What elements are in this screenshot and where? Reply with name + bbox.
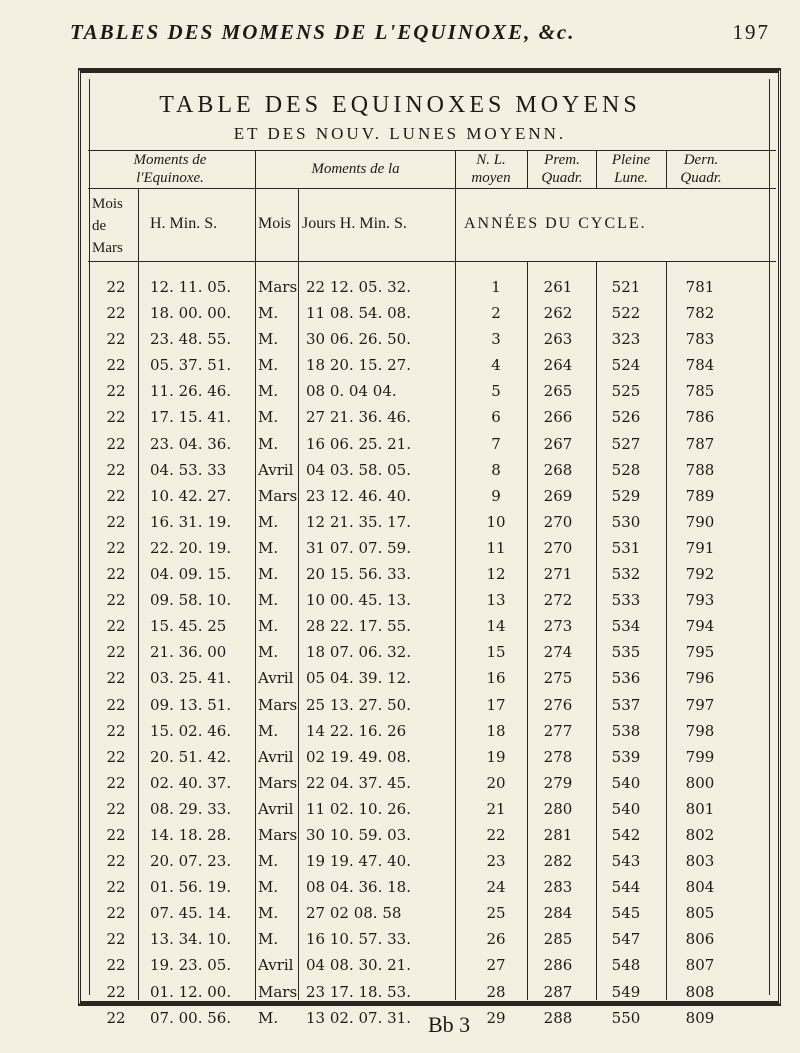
cell-last-quarter: 783 bbox=[685, 330, 715, 349]
cell-month: M. bbox=[258, 538, 279, 557]
cell-month: Avril bbox=[258, 956, 294, 975]
cell-full-moon: 528 bbox=[611, 460, 641, 479]
cell-equinox-time: 20. 51. 42. bbox=[150, 747, 232, 766]
cell-month: Mars bbox=[258, 695, 298, 714]
cell-day: 22 bbox=[106, 721, 126, 740]
header-new-moon: N. L. moyen bbox=[471, 152, 511, 186]
cell-full-moon: 542 bbox=[611, 825, 641, 844]
cell-last-quarter: 808 bbox=[685, 982, 715, 1001]
cell-cycle-year: 8 bbox=[491, 460, 501, 479]
cell-conjunction: 14 22. 16. 26 bbox=[306, 721, 407, 740]
cell-full-moon: 537 bbox=[611, 695, 641, 714]
cell-cycle-year: 14 bbox=[486, 617, 506, 636]
cell-equinox-time: 23. 48. 55. bbox=[150, 330, 232, 349]
cell-day: 22 bbox=[106, 278, 126, 296]
cell-month: M. bbox=[258, 591, 279, 610]
table-row bbox=[0, 328, 800, 354]
cell-day: 22 bbox=[106, 852, 126, 871]
cell-conjunction: 18 20. 15. 27. bbox=[306, 356, 411, 375]
cell-conjunction: 22 12. 05. 32. bbox=[306, 278, 411, 296]
cell-last-quarter: 789 bbox=[685, 486, 715, 505]
cell-day: 22 bbox=[106, 382, 126, 401]
cell-last-quarter: 796 bbox=[685, 669, 715, 688]
cell-last-quarter: 785 bbox=[685, 382, 715, 401]
cell-conjunction: 28 22. 17. 55. bbox=[306, 617, 411, 636]
cell-first-quarter: 280 bbox=[543, 799, 573, 818]
cell-full-moon: 522 bbox=[611, 304, 641, 323]
cell-first-quarter: 288 bbox=[543, 1008, 573, 1027]
cell-day: 22 bbox=[106, 565, 126, 584]
cell-conjunction: 18 07. 06. 32. bbox=[306, 643, 411, 662]
cell-day: 22 bbox=[106, 825, 126, 844]
table-row bbox=[0, 954, 800, 980]
cell-equinox-time: 09. 58. 10. bbox=[150, 591, 232, 610]
table-row bbox=[0, 824, 800, 850]
cell-month: M. bbox=[258, 304, 279, 323]
cell-last-quarter: 804 bbox=[685, 878, 715, 897]
cell-cycle-year: 24 bbox=[486, 878, 506, 897]
signature-mark: Bb 3 bbox=[428, 1012, 471, 1037]
cell-month: Avril bbox=[258, 460, 294, 479]
cell-month: M. bbox=[258, 434, 279, 453]
cell-equinox-time: 08. 29. 33. bbox=[150, 799, 232, 818]
cell-last-quarter: 795 bbox=[685, 643, 715, 662]
header-last-quarter: Dern. Quadr. bbox=[680, 152, 722, 186]
cell-cycle-year: 16 bbox=[486, 669, 506, 688]
cell-full-moon: 535 bbox=[611, 643, 641, 662]
cell-first-quarter: 263 bbox=[543, 330, 573, 349]
cell-full-moon: 529 bbox=[611, 486, 641, 505]
cell-conjunction: 31 07. 07. 59. bbox=[306, 538, 411, 557]
cell-day: 22 bbox=[106, 773, 126, 792]
cell-first-quarter: 282 bbox=[543, 852, 573, 871]
cell-month: M. bbox=[258, 852, 279, 871]
cell-last-quarter: 800 bbox=[685, 773, 715, 792]
cell-conjunction: 25 13. 27. 50. bbox=[306, 695, 411, 714]
table-row bbox=[0, 981, 800, 1007]
running-head bbox=[70, 14, 770, 54]
cell-cycle-year: 26 bbox=[486, 930, 506, 949]
cell-first-quarter: 262 bbox=[543, 304, 573, 323]
cell-first-quarter: 267 bbox=[543, 434, 573, 453]
table-row bbox=[0, 354, 800, 380]
cell-cycle-year: 11 bbox=[486, 538, 506, 557]
cell-first-quarter: 277 bbox=[543, 721, 573, 740]
cell-cycle-year: 25 bbox=[486, 904, 506, 923]
table-row bbox=[0, 302, 800, 328]
col-rule-pq-top bbox=[596, 150, 597, 188]
cell-conjunction: 23 17. 18. 53. bbox=[306, 982, 411, 1001]
cell-cycle-year: 18 bbox=[486, 721, 506, 740]
cell-equinox-time: 22. 20. 19. bbox=[150, 538, 232, 557]
cell-day: 22 bbox=[106, 460, 126, 479]
cell-cycle-year: 10 bbox=[486, 512, 506, 531]
cell-equinox-time: 07. 45. 14. bbox=[150, 904, 232, 923]
cell-cycle-year: 28 bbox=[486, 982, 506, 1001]
cell-full-moon: 540 bbox=[611, 799, 641, 818]
cell-full-moon: 524 bbox=[611, 356, 641, 375]
page-number: 197 bbox=[732, 20, 770, 44]
cell-cycle-year: 12 bbox=[486, 565, 506, 584]
table-row bbox=[0, 876, 800, 902]
cell-month: M. bbox=[258, 617, 279, 636]
cell-last-quarter: 791 bbox=[685, 538, 715, 557]
cell-cycle-year: 20 bbox=[486, 773, 506, 792]
cell-equinox-time: 21. 36. 00 bbox=[150, 643, 227, 662]
cell-full-moon: 545 bbox=[611, 904, 641, 923]
cell-day: 22 bbox=[106, 591, 126, 610]
cell-day: 22 bbox=[106, 617, 126, 636]
cell-first-quarter: 271 bbox=[543, 565, 573, 584]
table-row bbox=[0, 563, 800, 589]
cell-day: 22 bbox=[106, 747, 126, 766]
cell-day: 22 bbox=[106, 538, 126, 557]
table-row bbox=[0, 459, 800, 485]
cell-first-quarter: 274 bbox=[543, 643, 573, 662]
cell-cycle-year: 15 bbox=[486, 643, 506, 662]
cell-day: 22 bbox=[106, 304, 126, 323]
cell-month: Mars bbox=[258, 278, 298, 296]
cell-last-quarter: 788 bbox=[685, 460, 715, 479]
cell-month: Avril bbox=[258, 799, 294, 818]
cell-first-quarter: 270 bbox=[543, 512, 573, 531]
cell-day: 22 bbox=[106, 408, 126, 427]
cell-first-quarter: 278 bbox=[543, 747, 573, 766]
cell-day: 22 bbox=[106, 486, 126, 505]
header-mois: Mois bbox=[258, 215, 291, 232]
cell-conjunction: 27 02 08. 58 bbox=[306, 904, 402, 923]
cell-conjunction: 30 10. 59. 03. bbox=[306, 825, 411, 844]
table-row bbox=[0, 511, 800, 537]
cell-day: 22 bbox=[106, 330, 126, 349]
cell-day: 22 bbox=[106, 799, 126, 818]
cell-cycle-year: 6 bbox=[491, 408, 501, 427]
cell-conjunction: 23 12. 46. 40. bbox=[306, 486, 411, 505]
cell-day: 22 bbox=[106, 434, 126, 453]
header-full-moon: Pleine Lune. bbox=[611, 152, 651, 186]
cell-equinox-time: 14. 18. 28. bbox=[150, 825, 232, 844]
cell-equinox-time: 17. 15. 41. bbox=[150, 408, 232, 427]
cell-first-quarter: 261 bbox=[543, 278, 573, 296]
cell-month: M. bbox=[258, 512, 279, 531]
cell-month: M. bbox=[258, 330, 279, 349]
cell-last-quarter: 806 bbox=[685, 930, 715, 949]
cell-cycle-year: 27 bbox=[486, 956, 506, 975]
table-row bbox=[0, 928, 800, 954]
cell-last-quarter: 792 bbox=[685, 565, 715, 584]
table-row bbox=[0, 589, 800, 615]
cell-full-moon: 521 bbox=[611, 278, 641, 296]
cell-last-quarter: 781 bbox=[685, 278, 715, 296]
cell-month: Mars bbox=[258, 773, 298, 792]
table-row bbox=[0, 406, 800, 432]
cell-first-quarter: 269 bbox=[543, 486, 573, 505]
cell-first-quarter: 284 bbox=[543, 904, 573, 923]
cell-last-quarter: 801 bbox=[685, 799, 715, 818]
table-row bbox=[0, 380, 800, 406]
table-row bbox=[0, 667, 800, 693]
cell-month: M. bbox=[258, 930, 279, 949]
cell-month: Avril bbox=[258, 747, 294, 766]
cell-conjunction: 11 02. 10. 26. bbox=[306, 799, 411, 818]
cell-cycle-year: 23 bbox=[486, 852, 506, 871]
cell-month: M. bbox=[258, 878, 279, 897]
cell-equinox-time: 09. 13. 51. bbox=[150, 695, 232, 714]
cell-cycle-year: 9 bbox=[491, 486, 501, 505]
cell-first-quarter: 283 bbox=[543, 878, 573, 897]
cell-month: Mars bbox=[258, 825, 298, 844]
cell-last-quarter: 790 bbox=[685, 512, 715, 531]
cell-day: 22 bbox=[106, 982, 126, 1001]
cell-day: 22 bbox=[106, 904, 126, 923]
cell-month: M. bbox=[258, 382, 279, 401]
header-first-quarter: Prem. Quadr. bbox=[541, 152, 583, 186]
cell-cycle-year: 19 bbox=[486, 747, 506, 766]
cell-equinox-time: 05. 37. 51. bbox=[150, 356, 232, 375]
cell-month: Avril bbox=[258, 669, 294, 688]
table-row bbox=[0, 720, 800, 746]
cell-first-quarter: 265 bbox=[543, 382, 573, 401]
cell-month: M. bbox=[258, 643, 279, 662]
cell-full-moon: 323 bbox=[611, 330, 641, 349]
cell-equinox-time: 02. 40. 37. bbox=[150, 773, 232, 792]
cell-conjunction: 19 19. 47. 40. bbox=[306, 852, 411, 871]
cell-equinox-time: 13. 34. 10. bbox=[150, 930, 232, 949]
cell-conjunction: 11 08. 54. 08. bbox=[306, 304, 411, 323]
cell-equinox-time: 01. 56. 19. bbox=[150, 878, 232, 897]
cell-conjunction: 27 21. 36. 46. bbox=[306, 408, 411, 427]
cell-first-quarter: 287 bbox=[543, 982, 573, 1001]
cell-day: 22 bbox=[106, 695, 126, 714]
cell-cycle-year: 17 bbox=[486, 695, 506, 714]
cell-full-moon: 533 bbox=[611, 591, 641, 610]
cell-month: M. bbox=[258, 408, 279, 427]
cell-first-quarter: 270 bbox=[543, 538, 573, 557]
cell-equinox-time: 19. 23. 05. bbox=[150, 956, 232, 975]
cell-last-quarter: 786 bbox=[685, 408, 715, 427]
cell-full-moon: 543 bbox=[611, 852, 641, 871]
cell-equinox-time: 16. 31. 19. bbox=[150, 512, 232, 531]
cell-full-moon: 547 bbox=[611, 930, 641, 949]
table-row bbox=[0, 1007, 800, 1033]
cell-last-quarter: 794 bbox=[685, 617, 715, 636]
cell-full-moon: 548 bbox=[611, 956, 641, 975]
cell-last-quarter: 793 bbox=[685, 591, 715, 610]
cell-last-quarter: 797 bbox=[685, 695, 715, 714]
header-jours-h-min-s: Jours H. Min. S. bbox=[302, 215, 407, 232]
cell-last-quarter: 787 bbox=[685, 434, 715, 453]
cell-cycle-year: 5 bbox=[491, 382, 501, 401]
cell-full-moon: 526 bbox=[611, 408, 641, 427]
cell-equinox-time: 23. 04. 36. bbox=[150, 434, 232, 453]
cell-full-moon: 536 bbox=[611, 669, 641, 688]
cell-day: 22 bbox=[106, 930, 126, 949]
cell-month: M. bbox=[258, 356, 279, 375]
cell-full-moon: 550 bbox=[611, 1008, 641, 1027]
cell-month: Mars bbox=[258, 486, 298, 505]
cell-full-moon: 525 bbox=[611, 382, 641, 401]
cell-cycle-year: 3 bbox=[491, 330, 501, 349]
header-mid-rule bbox=[88, 188, 776, 189]
cell-equinox-time: 07. 00. 56. bbox=[150, 1008, 232, 1027]
cell-equinox-time: 03. 25. 41. bbox=[150, 669, 232, 688]
cell-first-quarter: 279 bbox=[543, 773, 573, 792]
header-conjunction-moments: Moments de la bbox=[311, 161, 400, 177]
cell-equinox-time: 15. 02. 46. bbox=[150, 721, 232, 740]
cell-conjunction: 16 10. 57. 33. bbox=[306, 930, 411, 949]
cell-first-quarter: 286 bbox=[543, 956, 573, 975]
cell-first-quarter: 268 bbox=[543, 460, 573, 479]
cell-full-moon: 531 bbox=[611, 538, 641, 557]
cell-equinox-time: 04. 09. 15. bbox=[150, 565, 232, 584]
cell-equinox-time: 18. 00. 00. bbox=[150, 304, 232, 323]
cell-full-moon: 532 bbox=[611, 565, 641, 584]
cell-day: 22 bbox=[106, 1008, 126, 1027]
cell-day: 22 bbox=[106, 643, 126, 662]
col-rule-nl bbox=[527, 150, 528, 188]
cell-conjunction: 16 06. 25. 21. bbox=[306, 434, 411, 453]
col-rule-pl-top bbox=[666, 150, 667, 188]
cell-conjunction: 02 19. 49. 08. bbox=[306, 747, 411, 766]
table-row bbox=[0, 694, 800, 720]
running-head-title: TABLES DES MOMENS DE L'EQUINOXE, &c. bbox=[70, 20, 576, 44]
table-row bbox=[0, 615, 800, 641]
table-row bbox=[0, 276, 800, 302]
table-row bbox=[0, 746, 800, 772]
table-row bbox=[0, 537, 800, 563]
cell-conjunction: 05 04. 39. 12. bbox=[306, 669, 411, 688]
cell-last-quarter: 802 bbox=[685, 825, 715, 844]
table-body bbox=[0, 276, 800, 1033]
header-mois-de-mars: Mois de Mars bbox=[92, 196, 123, 256]
cell-last-quarter: 798 bbox=[685, 721, 715, 740]
cell-conjunction: 20 15. 56. 33. bbox=[306, 565, 411, 584]
table-row bbox=[0, 772, 800, 798]
cell-month: M. bbox=[258, 565, 279, 584]
cell-conjunction: 08 04. 36. 18. bbox=[306, 878, 411, 897]
cell-day: 22 bbox=[106, 669, 126, 688]
cell-full-moon: 539 bbox=[611, 747, 641, 766]
cell-equinox-time: 11. 26. 46. bbox=[150, 382, 232, 401]
cell-last-quarter: 803 bbox=[685, 852, 715, 871]
cell-day: 22 bbox=[106, 512, 126, 531]
header-years-cycle: ANNÉES DU CYCLE. bbox=[464, 215, 647, 232]
cell-last-quarter: 782 bbox=[685, 304, 715, 323]
cell-last-quarter: 809 bbox=[685, 1008, 715, 1027]
cell-equinox-time: 12. 11. 05. bbox=[150, 278, 232, 296]
cell-cycle-year: 1 bbox=[491, 278, 501, 296]
cell-last-quarter: 805 bbox=[685, 904, 715, 923]
cell-first-quarter: 273 bbox=[543, 617, 573, 636]
cell-first-quarter: 275 bbox=[543, 669, 573, 688]
cell-equinox-time: 04. 53. 33 bbox=[150, 460, 227, 479]
cell-day: 22 bbox=[106, 356, 126, 375]
cell-full-moon: 544 bbox=[611, 878, 641, 897]
cell-conjunction: 10 00. 45. 13. bbox=[306, 591, 411, 610]
cell-first-quarter: 281 bbox=[543, 825, 573, 844]
cell-equinox-time: 20. 07. 23. bbox=[150, 852, 232, 871]
cell-equinox-time: 15. 45. 25 bbox=[150, 617, 227, 636]
cell-full-moon: 549 bbox=[611, 982, 641, 1001]
cell-last-quarter: 799 bbox=[685, 747, 715, 766]
table-title: TABLE DES EQUINOXES MOYENS bbox=[159, 92, 641, 118]
cell-conjunction: 22 04. 37. 45. bbox=[306, 773, 411, 792]
header-h-min-s: H. Min. S. bbox=[150, 215, 218, 232]
cell-full-moon: 534 bbox=[611, 617, 641, 636]
table-row bbox=[0, 902, 800, 928]
cell-first-quarter: 266 bbox=[543, 408, 573, 427]
cell-conjunction: 30 06. 26. 50. bbox=[306, 330, 411, 349]
cell-day: 22 bbox=[106, 878, 126, 897]
cell-cycle-year: 2 bbox=[491, 304, 501, 323]
cell-first-quarter: 264 bbox=[543, 356, 573, 375]
cell-last-quarter: 807 bbox=[685, 956, 715, 975]
header-bottom-rule bbox=[88, 261, 776, 262]
cell-conjunction: 04 08. 30. 21. bbox=[306, 956, 411, 975]
cell-full-moon: 530 bbox=[611, 512, 641, 531]
table-row bbox=[0, 641, 800, 667]
cell-cycle-year: 7 bbox=[491, 434, 501, 453]
table-row bbox=[0, 798, 800, 824]
cell-first-quarter: 276 bbox=[543, 695, 573, 714]
cell-equinox-time: 10. 42. 27. bbox=[150, 486, 232, 505]
cell-month: Mars bbox=[258, 982, 298, 1001]
cell-day: 22 bbox=[106, 956, 126, 975]
cell-full-moon: 527 bbox=[611, 434, 641, 453]
cell-conjunction: 12 21. 35. 17. bbox=[306, 512, 411, 531]
cell-full-moon: 540 bbox=[611, 773, 641, 792]
cell-cycle-year: 29 bbox=[486, 1008, 506, 1027]
cell-conjunction: 08 0. 04 04. bbox=[306, 382, 397, 401]
cell-last-quarter: 784 bbox=[685, 356, 715, 375]
cell-cycle-year: 13 bbox=[486, 591, 506, 610]
cell-cycle-year: 4 bbox=[491, 356, 501, 375]
cell-equinox-time: 01. 12. 00. bbox=[150, 982, 232, 1001]
table-row bbox=[0, 485, 800, 511]
cell-month: M. bbox=[258, 904, 279, 923]
cell-first-quarter: 285 bbox=[543, 930, 573, 949]
cell-full-moon: 538 bbox=[611, 721, 641, 740]
cell-conjunction: 04 03. 58. 05. bbox=[306, 460, 411, 479]
cell-cycle-year: 21 bbox=[486, 799, 506, 818]
header-equinox-moments: Moments de l'Equinoxe. bbox=[133, 152, 207, 186]
table-row bbox=[0, 850, 800, 876]
table-subtitle: ET DES NOUV. LUNES MOYENN. bbox=[233, 124, 567, 143]
cell-conjunction: 13 02. 07. 31. bbox=[306, 1008, 411, 1027]
cell-cycle-year: 22 bbox=[486, 825, 506, 844]
cell-first-quarter: 272 bbox=[543, 591, 573, 610]
cell-month: M. bbox=[258, 721, 279, 740]
table-row bbox=[0, 433, 800, 459]
cell-month: M. bbox=[258, 1008, 279, 1027]
